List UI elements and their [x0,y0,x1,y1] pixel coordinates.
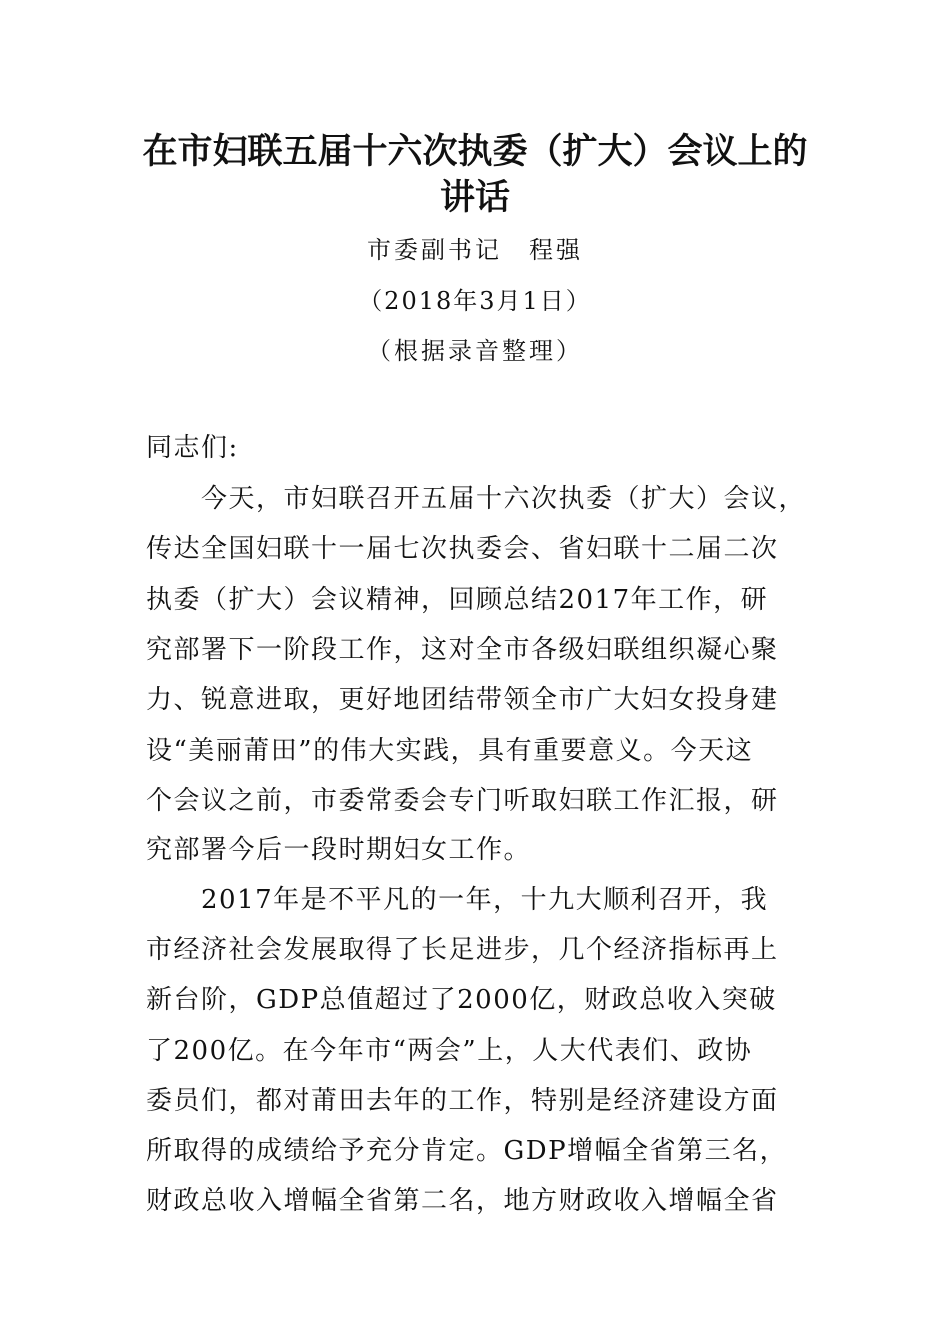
body-line: 2017年是不平凡的一年，十九大顺利召开，我 [146,885,769,915]
body-line: 市经济社会发展取得了长足进步，几个经济指标再上 [146,935,779,965]
body-line: 所取得的成绩给予充分肯定。GDP增幅全省第三名， [146,1136,788,1166]
speech-date: （2018年3月1日） [358,287,592,315]
body-line: 究部署今后一段时期妇女工作。 [146,835,532,865]
body-line: 新台阶，GDP总值超过了2000亿，财政总收入突破 [146,985,777,1015]
document-title-line-2: 讲话 [439,178,510,218]
body-line: 个会议之前，市委常委会专门听取妇联工作汇报，研 [146,786,779,816]
body-line: 委员们，都对莆田去年的工作，特别是经济建设方面 [146,1086,779,1116]
speaker-attribution: 市委副书记 程强 [367,236,583,264]
body-line: 了200亿。在今年市“两会”上，人大代表们、政协 [146,1036,753,1066]
body-line: 执委（扩大）会议精神，回顾总结2017年工作，研 [146,585,769,615]
transcription-note: （根据录音整理） [367,337,583,365]
body-line: 力、锐意进取，更好地团结带领全市广大妇女投身建 [146,685,779,715]
body-line: 传达全国妇联十一届七次执委会、省妇联十二届二次 [146,534,779,564]
body-line: 今天，市妇联召开五届十六次执委（扩大）会议， [146,484,807,514]
body-line: 设“美丽莆田”的伟大实践，具有重要意义。今天这 [146,736,754,766]
document-title-line-1: 在市妇联五届十六次执委（扩大）会议上的 [142,132,808,172]
body-line: 财政总收入增幅全省第二名，地方财政收入增幅全省 [146,1186,779,1216]
body-line: 究部署下一阶段工作，这对全市各级妇联组织凝心聚 [146,635,779,665]
salutation: 同志们: [146,433,239,463]
